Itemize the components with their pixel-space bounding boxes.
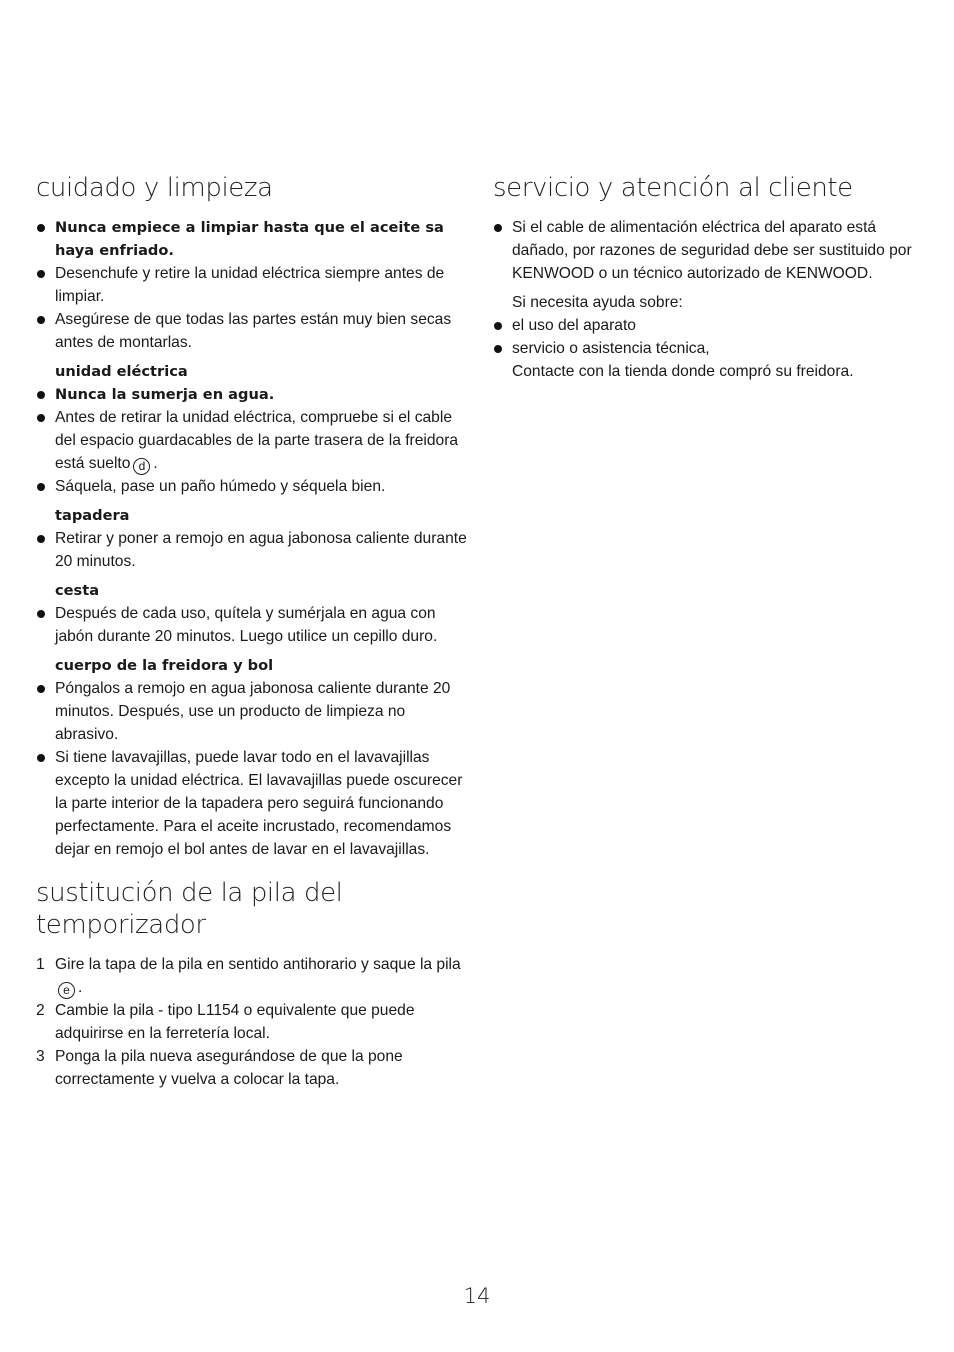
subheading-basket: cesta — [55, 582, 100, 599]
left-column — [36, 172, 468, 1091]
bullet-icon — [494, 345, 502, 353]
list-item: Retirar y poner a remojo en agua jabonosa caliente durante 20 minutos. — [36, 527, 468, 573]
list-item: Si el cable de alimentación eléctrica del aparato está dañado, por razones de seguridad debe ser sustituido por KENWOOD o un técnico autorizado de KENWOOD. — [493, 216, 918, 285]
bullet-icon — [37, 414, 45, 422]
heading-battery-replacement: sustitución de la pila del temporizador — [36, 878, 343, 940]
bullet-icon — [494, 322, 502, 330]
list-item: Después de cada uso, quítela y sumérjala en agua con jabón durante 20 minutos. Luego utilice un cepillo duro. — [36, 602, 468, 648]
bullet-icon — [37, 224, 45, 232]
list-item: Póngalos a remojo en agua jabonosa caliente durante 20 minutos. Después, use un producto de limpieza no abrasivo. — [36, 677, 468, 746]
step-number: 3 — [36, 1048, 45, 1065]
bullet-icon — [37, 483, 45, 491]
subheading-body-bowl: cuerpo de la freidora y bol — [55, 657, 274, 674]
list-item: Sáquela, pase un paño húmedo y séquela bien. — [36, 475, 468, 498]
bullet-icon — [37, 535, 45, 543]
reference-e-icon: e — [58, 982, 75, 999]
bullet-icon — [494, 224, 502, 232]
step-number: 2 — [36, 1002, 45, 1019]
bullet-icon — [37, 685, 45, 693]
list-item: Si tiene lavavajillas, puede lavar todo en el lavavajillas excepto la unidad eléctrica. El lavavajillas puede oscurecer la parte interior de la tapadera pero seguirá funcionando perfectamente. Para el aceite incrustado, recomendamos dejar en remojo el bol antes de lavar en el lavavajillas. — [36, 746, 468, 861]
contact-text: Contacte con la tienda donde compró su freidora. — [512, 363, 854, 380]
step-item: 1 Gire la tapa de la pila en sentido antihorario y saque la pilae . — [36, 953, 468, 999]
list-item: Asegúrese de que todas las partes están muy bien secas antes de montarlas. — [36, 308, 468, 354]
step-item: 3 Ponga la pila nueva asegurándose de que la pone correctamente y vuelva a colocar la tapa. — [36, 1045, 468, 1091]
bullet-icon — [37, 610, 45, 618]
list-item: Nunca la sumerja en agua. — [36, 383, 468, 406]
bullet-icon — [37, 391, 45, 399]
heading-care-cleaning: cuidado y limpieza — [36, 173, 273, 203]
bullet-icon — [37, 316, 45, 324]
step-item: 2 Cambie la pila - tipo L1154 o equivalente que puede adquirirse en la ferretería local. — [36, 999, 468, 1045]
right-column — [493, 172, 918, 383]
reference-d-icon: d — [133, 458, 150, 475]
list-item: Desenchufe y retire la unidad eléctrica siempre antes de limpiar. — [36, 262, 468, 308]
page-number: 14 — [463, 1284, 491, 1308]
subheading-power-unit: unidad eléctrica — [55, 363, 188, 380]
heading-service: servicio y atención al cliente — [493, 173, 853, 203]
subheading-lid: tapadera — [55, 507, 130, 524]
list-item: servicio o asistencia técnica, — [493, 337, 918, 360]
bullet-icon — [37, 754, 45, 762]
step-number: 1 — [36, 956, 45, 973]
help-intro: Si necesita ayuda sobre: — [512, 294, 683, 311]
list-item: Antes de retirar la unidad eléctrica, compruebe si el cable del espacio guardacables de la parte trasera de la freidora está suelto d . — [36, 406, 468, 475]
list-item: Nunca empiece a limpiar hasta que el aceite sa haya enfriado. — [36, 216, 468, 262]
list-item: el uso del aparato — [493, 314, 918, 337]
bullet-icon — [37, 270, 45, 278]
